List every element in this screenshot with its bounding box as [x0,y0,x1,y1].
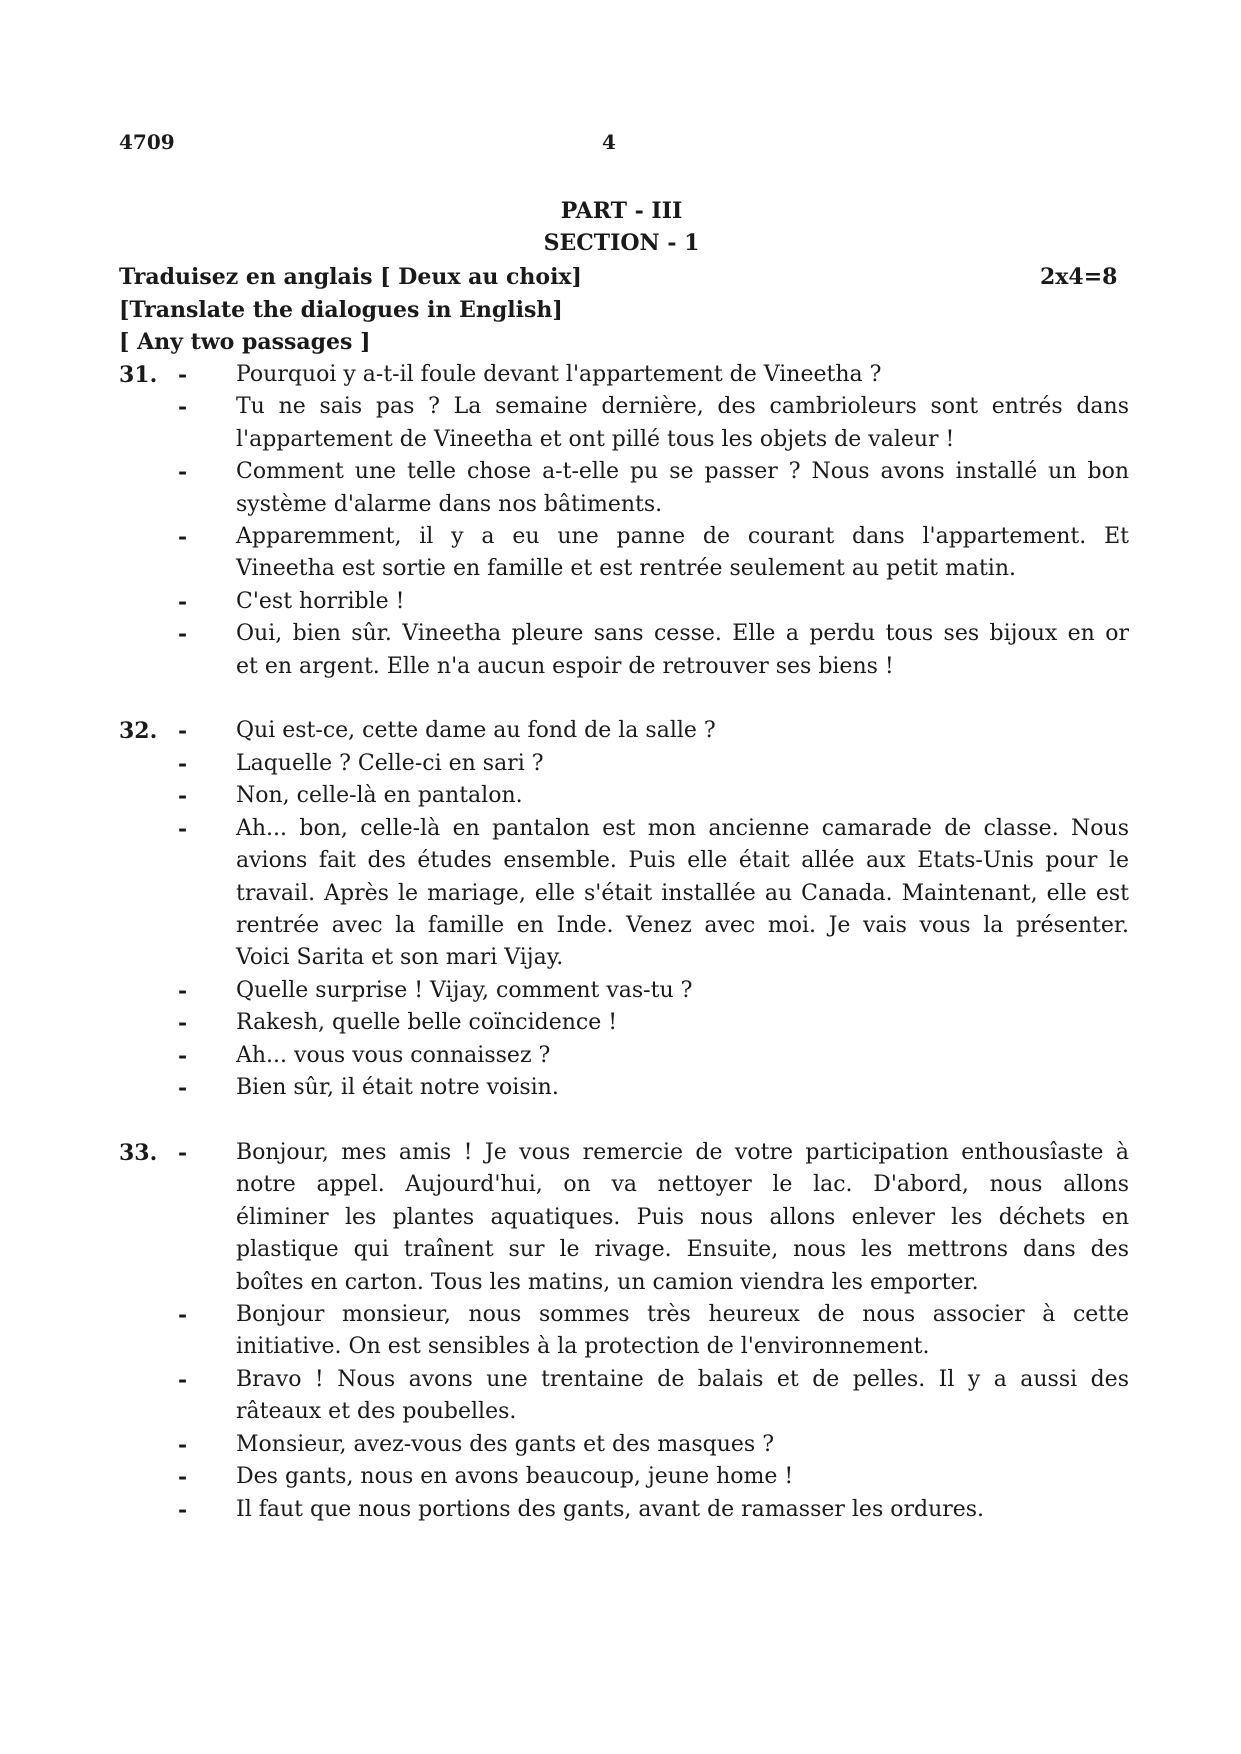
section-title: SECTION - 1 [543,230,700,256]
dialogue-dash: - [178,816,188,842]
marks-label: 2x4=8 [1040,264,1118,290]
dialogue-line: Bien sûr, il était notre voisin. [236,1075,559,1100]
dialogue-line: Pourquoi y a-t-il foule devant l'appartement de Vineetha ? [236,362,882,387]
dialogue-dash: - [178,459,188,485]
dialogue-dash: - [178,524,188,550]
dialogue-dash: - [178,1140,188,1166]
dialogue-line: avions fait des études ensemble. Puis elle était allée aux Etats-Unis pour le [236,848,1129,873]
dialogue-line: Vineetha est sortie en famille et est rentrée seulement au petit matin. [236,556,1016,581]
dialogue-line: initiative. On est sensibles à la protection de l'environnement. [236,1334,930,1359]
dialogue-line: Ah... bon, celle-là en pantalon est mon ancienne camarade de classe. Nous [236,816,1129,841]
dialogue-line: Il faut que nous portions des gants, avant de ramasser les ordures. [236,1497,985,1522]
dialogue-dash: - [178,362,188,388]
dialogue-line: Bravo ! Nous avons une trentaine de balais et de pelles. Il y a aussi des [236,1367,1129,1392]
dialogue-line: Comment une telle chose a-t-elle pu se passer ? Nous avons installé un bon [236,459,1129,484]
dialogue-line: plastique qui traînent sur le rivage. Ensuite, nous les mettrons dans des [236,1237,1129,1262]
paper-code: 4709 [119,130,175,154]
dialogue-dash: - [178,978,188,1004]
dialogue-line: Des gants, nous en avons beaucoup, jeune home ! [236,1464,794,1489]
dialogue-line: travail. Après le mariage, elle s'était installée au Canada. Maintenant, elle est [236,881,1129,906]
dialogue-line: Ah... vous vous connaissez ? [236,1043,551,1068]
dialogue-line: l'appartement de Vineetha et ont pillé tous les objets de valeur ! [236,427,955,452]
dialogue-line: râteaux et des poubelles. [236,1399,517,1424]
dialogue-line: rentrée avec la famille en Inde. Venez avec moi. Je vais vous la présenter. [236,913,1129,938]
dialogue-line: boîtes en carton. Tous les matins, un camion viendra les emporter. [236,1270,979,1295]
instruction-french: Traduisez en anglais [ Deux au choix] [119,264,582,290]
dialogue-line: système d'alarme dans nos bâtiments. [236,492,663,517]
dialogue-line: éliminer les plantes aquatiques. Puis nous allons enlever les déchets en [236,1205,1129,1230]
question-number: 33. [119,1140,158,1166]
dialogue-line: Rakesh, quelle belle coïncidence ! [236,1010,618,1035]
dialogue-line: Qui est-ce, cette dame au fond de la salle ? [236,718,716,743]
dialogue-dash: - [178,1432,188,1458]
dialogue-dash: - [178,1075,188,1101]
dialogue-dash: - [178,1043,188,1069]
dialogue-line: Laquelle ? Celle-ci en sari ? [236,751,544,776]
dialogue-line: Oui, bien sûr. Vineetha pleure sans cesse. Elle a perdu tous ses bijoux en or [236,621,1129,646]
dialogue-line: Monsieur, avez-vous des gants et des masques ? [236,1432,774,1457]
dialogue-dash: - [178,1367,188,1393]
dialogue-dash: - [178,589,188,615]
question-number: 32. [119,718,158,744]
dialogue-dash: - [178,1497,188,1523]
instruction-choice: [ Any two passages ] [119,329,371,355]
dialogue-line: Bonjour, mes amis ! Je vous remercie de votre participation enthousîaste à [236,1140,1129,1165]
dialogue-line: Bonjour monsieur, nous sommes très heureux de nous associer à cette [236,1302,1129,1327]
dialogue-line: Voici Sarita et son mari Vijay. [236,945,564,970]
dialogue-line: C'est horrible ! [236,589,405,614]
dialogue-dash: - [178,621,188,647]
dialogue-line: notre appel. Aujourd'hui, on va nettoyer le lac. D'abord, nous allons [236,1172,1129,1197]
dialogue-line: Non, celle-là en pantalon. [236,783,523,808]
part-title: PART - III [560,198,683,224]
dialogue-dash: - [178,1302,188,1328]
dialogue-dash: - [178,1010,188,1036]
dialogue-line: Quelle surprise ! Vijay, comment vas-tu ? [236,978,693,1003]
instruction-english: [Translate the dialogues in English] [119,297,563,323]
dialogue-line: Apparemment, il y a eu une panne de courant dans l'appartement. Et [236,524,1129,549]
dialogue-dash: - [178,718,188,744]
question-number: 31. [119,362,158,388]
dialogue-dash: - [178,751,188,777]
dialogue-line: et en argent. Elle n'a aucun espoir de retrouver ses biens ! [236,654,894,679]
dialogue-dash: - [178,394,188,420]
page-number: 4 [602,130,616,154]
dialogue-line: Tu ne sais pas ? La semaine dernière, des cambrioleurs sont entrés dans [236,394,1129,419]
dialogue-dash: - [178,1464,188,1490]
dialogue-dash: - [178,783,188,809]
